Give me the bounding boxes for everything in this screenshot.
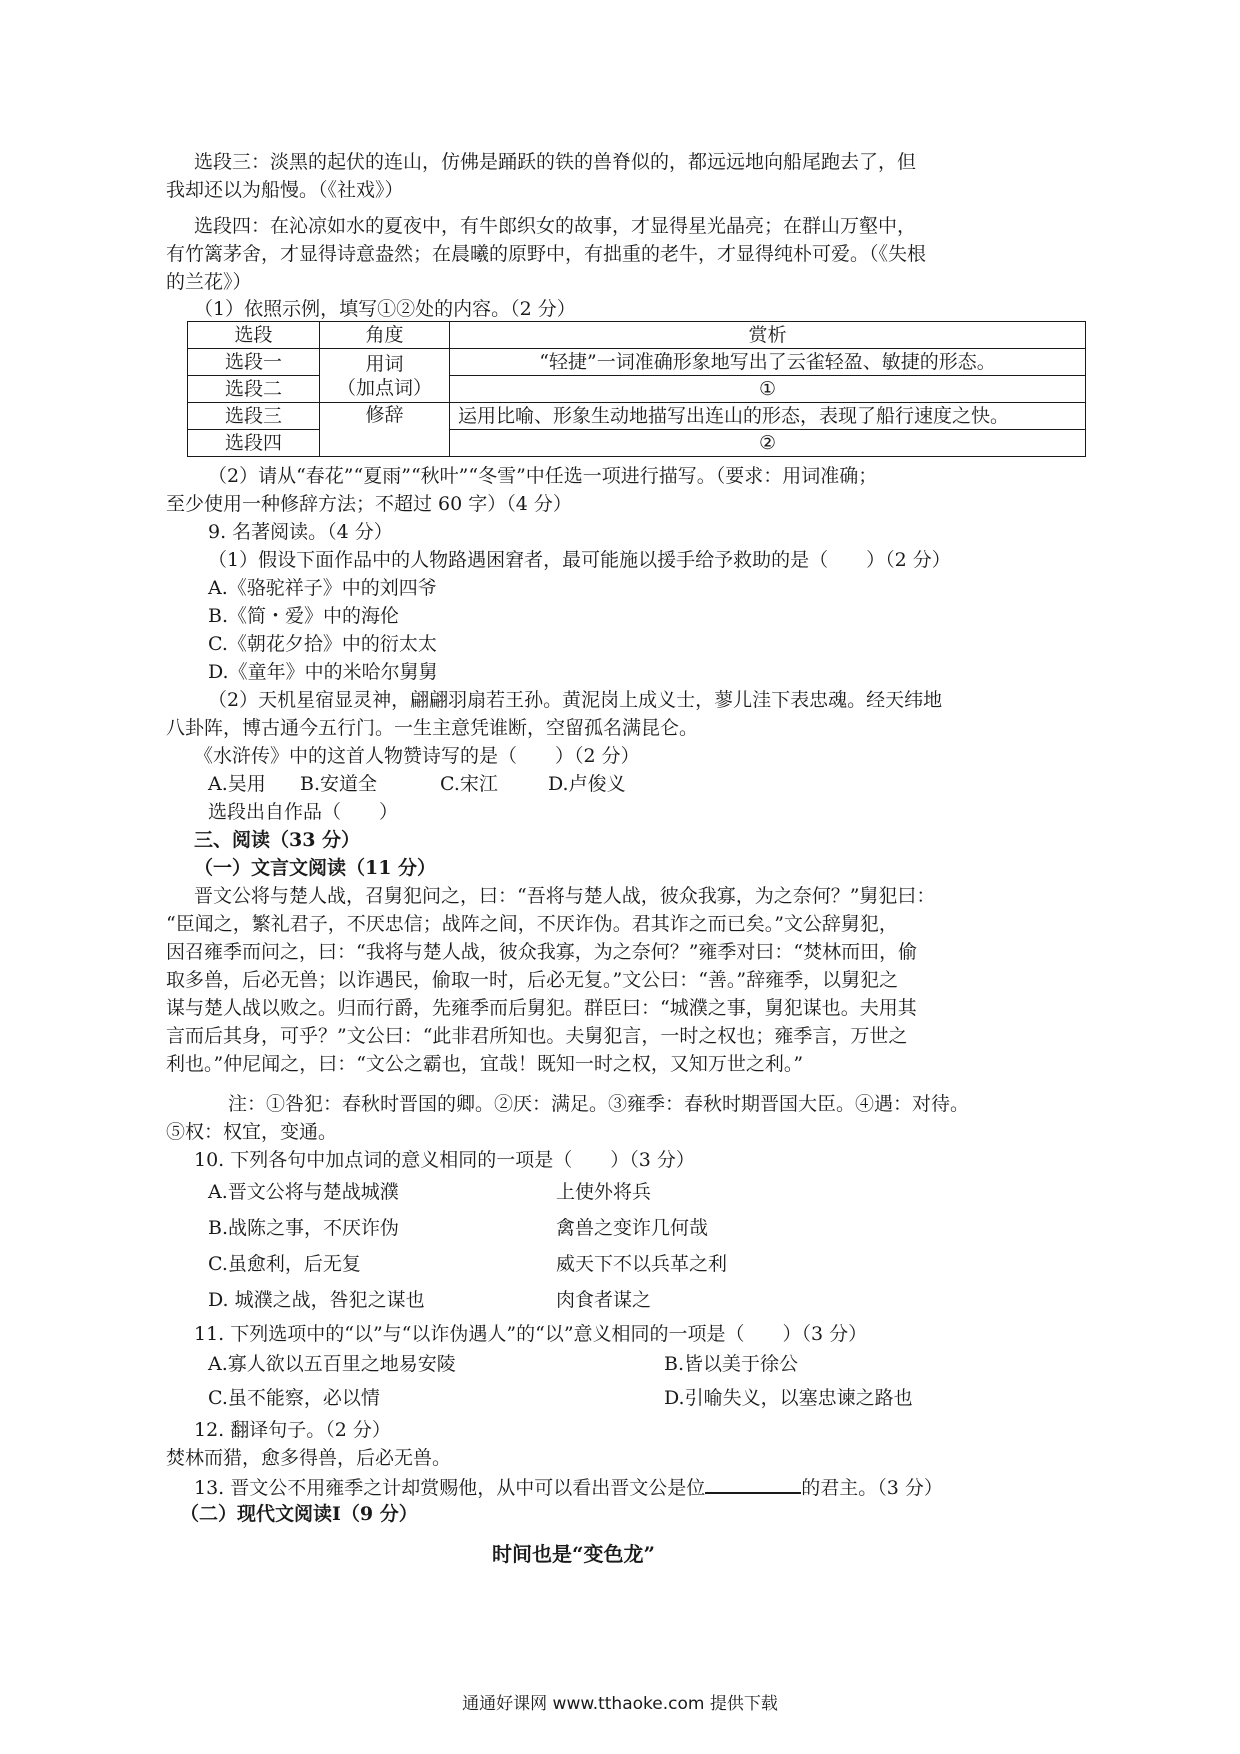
question-11-title: 11. 下列选项中的“以”与“以诈伪遇人”的“以”意义相同的一项是（ ）（3 分） — [194, 1323, 868, 1345]
q11-option-c: C.虽不能察，必以情 — [208, 1387, 380, 1409]
passage-3-line-2: 我却还以为船慢。（《社戏》） — [166, 179, 404, 201]
question-9-1: （1）假设下面作品中的人物路遇困窘者，最可能施以援手给予救助的是（ ）（2 分） — [208, 549, 951, 571]
option: B.《简・爱》中的海伦 — [208, 605, 400, 627]
table-cell: ② — [450, 430, 1086, 457]
option: B.安道全 — [300, 773, 378, 795]
table-header: 角度 — [320, 322, 450, 349]
notes-line-1: 注：①咎犯：春秋时晋国的卿。②厌：满足。③雍季：春秋时期晋国大臣。④遇：对待。 — [228, 1093, 970, 1115]
classical-line: 取多兽，后必无兽；以诈遇民，偷取一时，后必无复。”文公曰：“善。”辞雍季，以舅犯之 — [166, 969, 899, 991]
q10-option-a-right: 上使外将兵 — [556, 1181, 652, 1203]
option: A.《骆驼祥子》中的刘四爷 — [208, 577, 437, 599]
classical-line: 晋文公将与楚人战，召舅犯问之，曰：“吾将与楚人战，彼众我寡，为之奈何？”舅犯曰： — [194, 885, 936, 907]
question-13-text-end: 的君主。（3 分） — [801, 1477, 943, 1499]
answer-blank[interactable] — [705, 1474, 801, 1494]
table-cell-angle: 修辞 — [320, 403, 450, 457]
option: A.吴用 — [208, 773, 266, 795]
passage-3-line-1: 选段三：淡黑的起伏的连山，仿佛是踊跃的铁的兽脊似的，都远远地向船尾跑去了，但 — [194, 151, 917, 173]
option: D.卢俊义 — [548, 773, 626, 795]
q10-option-b-right: 禽兽之变诈几何哉 — [556, 1217, 709, 1239]
table-cell: 选段四 — [188, 430, 320, 457]
option: C.宋江 — [440, 773, 498, 795]
option: D.《童年》中的米哈尔舅舅 — [208, 661, 438, 683]
table-cell: 选段一 — [188, 349, 320, 376]
table-header-row — [188, 322, 1086, 349]
classical-line: “臣闻之，繁礼君子，不厌忠信；战阵之间，不厌诈伪。君其诈之而已矣。”文公辞舅犯， — [166, 913, 898, 935]
table-cell: “轻捷”一词准确形象地写出了云雀轻盈、敏捷的形态。 — [450, 349, 1086, 376]
table-cell: 选段二 — [188, 376, 320, 403]
question-9-title: 9. 名著阅读。（4 分） — [208, 521, 393, 543]
question-9-2-line-1: （2）天机星宿显灵神，翩翩羽扇若王孙。黄泥岗上成义士，蓼儿洼下表忠魂。经天纬地 — [208, 689, 943, 711]
question-10-title: 10. 下列各句中加点词的意义相同的一项是（ ）（3 分） — [194, 1149, 695, 1171]
question-12-title: 12. 翻译句子。（2 分） — [194, 1419, 391, 1441]
question-9-2-line-2: 八卦阵，博古通今五行门。一生主意凭谁断，空留孤名满昆仑。 — [166, 717, 699, 739]
notes-line-2: ⑤权：权宜，变通。 — [166, 1121, 338, 1143]
classical-line: 谋与楚人战以败之。归而行爵，先雍季而后舅犯。群臣曰：“城濮之事，舅犯谋也。夫用其 — [166, 997, 917, 1019]
part-3-heading: 三、阅读（33 分） — [194, 829, 361, 851]
source-question: 选段出自作品（ ） — [208, 801, 399, 823]
table-header: 赏析 — [450, 322, 1086, 349]
q10-option-d-right: 肉食者谋之 — [556, 1289, 652, 1311]
table-cell-angle — [320, 349, 450, 403]
q10-option-d-left: D. 城濮之战，咎犯之谋也 — [208, 1289, 425, 1311]
table-cell: 选段三 — [188, 403, 320, 430]
modern-reading-heading: （二）现代文阅读Ⅰ（9 分） — [180, 1503, 418, 1525]
passage-4-line-3: 的兰花》） — [166, 271, 252, 293]
question-13-text: 13. 晋文公不用雍季之计却赏赐他，从中可以看出晋文公是位 — [194, 1477, 706, 1499]
question-13 — [194, 1474, 943, 1500]
analysis-table — [187, 321, 1086, 457]
q11-option-b: B.皆以美于徐公 — [664, 1353, 799, 1375]
q11-option-a: A.寡人欲以五百里之地易安陵 — [208, 1353, 456, 1375]
passage-4-line-1: 选段四：在沁凉如水的夏夜中，有牛郎织女的故事，才显得星光晶亮；在群山万壑中， — [194, 215, 917, 237]
passage-4-line-2: 有竹篱茅舍，才显得诗意盎然；在晨曦的原野中，有拙重的老牛，才显得纯朴可爱。（《失根 — [166, 243, 927, 265]
table-cell: 运用比喻、形象生动地描写出连山的形态，表现了船行速度之快。 — [450, 403, 1086, 430]
q10-option-c-left: C.虽愈利，后无复 — [208, 1253, 361, 1275]
table-row — [188, 403, 1086, 430]
q11-option-d: D.引喻失义，以塞忠谏之路也 — [664, 1387, 913, 1409]
angle-label: 用词 — [365, 352, 404, 375]
classical-heading: （一）文言文阅读（11 分） — [194, 857, 437, 879]
q10-option-a-left: A.晋文公将与楚战城濮 — [208, 1181, 399, 1203]
option: C.《朝花夕拾》中的衍太太 — [208, 633, 437, 655]
question-8-2-line-2: 至少使用一种修辞方法；不超过 60 字）（4 分） — [166, 493, 572, 515]
question-12-sentence: 焚林而猎，愈多得兽，后必无兽。 — [166, 1447, 452, 1469]
angle-label: （加点词） — [336, 376, 432, 399]
footer-credit: 通通好课网 www.tthaoke.com 提供下载 — [462, 1694, 778, 1714]
classical-line: 利也。”仲尼闻之，曰：“文公之霸也，宜哉！既知一时之权，又知万世之利。” — [166, 1053, 804, 1075]
table-header: 选段 — [188, 322, 320, 349]
question-8-1: （1）依照示例，填写①②处的内容。（2 分） — [194, 298, 576, 320]
classical-line: 言而后其身，可乎？”文公曰：“此非君所知也。夫舅犯言，一时之权也；雍季言，万世之 — [166, 1025, 908, 1047]
table-cell: ① — [450, 376, 1086, 403]
q10-option-b-left: B.战陈之事，不厌诈伪 — [208, 1217, 400, 1239]
article-title: 时间也是“变色龙” — [492, 1542, 656, 1566]
question-8-2-line-1: （2）请从“春花”“夏雨”“秋叶”“冬雪”中任选一项进行描写。（要求：用词准确； — [208, 465, 878, 487]
question-9-2-prompt: 《水浒传》中的这首人物赞诗写的是（ ）（2 分） — [194, 745, 640, 767]
classical-line: 因召雍季而问之，曰：“我将与楚人战，彼众我寡，为之奈何？”雍季对曰：“焚林而田，偷 — [166, 941, 918, 963]
table-row — [188, 349, 1086, 376]
q10-option-c-right: 威天下不以兵革之利 — [556, 1253, 728, 1275]
